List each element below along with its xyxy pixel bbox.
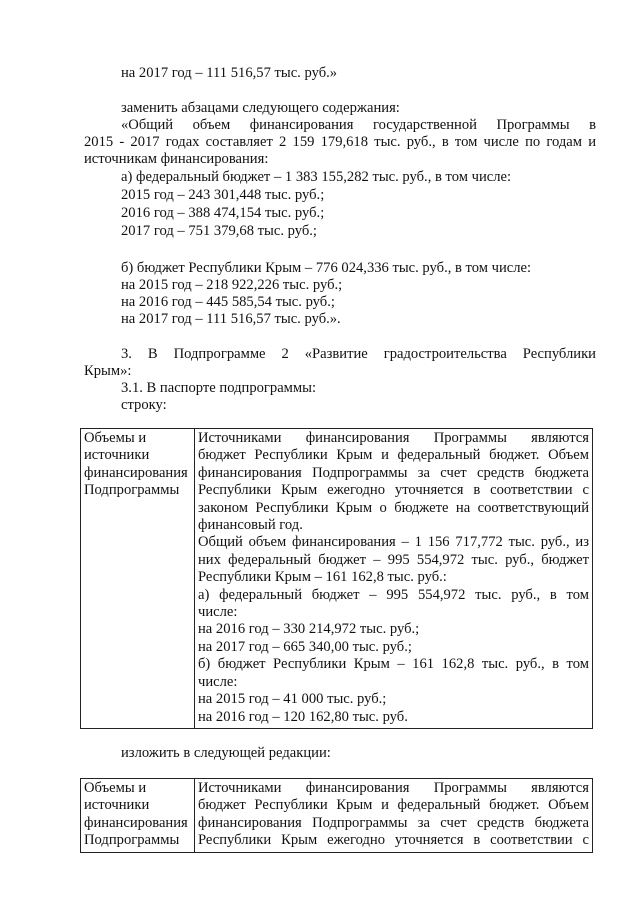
replace-heading: заменить абзацами следующего содержания: [121, 100, 400, 116]
table-cell-content [195, 429, 593, 729]
table-cell-content [195, 779, 593, 853]
cell-line: финансирования [84, 814, 188, 831]
cell-line: финансирования Подпрограммы за счет средств бюджета [198, 814, 589, 831]
section-3-subitem: 3.1. В паспорте подпрограммы: [121, 380, 317, 396]
federal-budget-year: 2015 год – 243 301,448 тыс. руб.; [121, 187, 325, 203]
cell-line: Общий объем финансирования – 1 156 717,772 тыс. руб., из [198, 534, 589, 551]
cell-line: числе: [198, 604, 238, 621]
cell-line: источники [84, 447, 150, 464]
row-word: строку: [121, 397, 167, 413]
paragraph-line: источникам финансирования: [84, 151, 269, 167]
section-3-title-cont: Крым»: [84, 363, 132, 379]
section-3-title: 3. В Подпрограмме 2 «Развитие градостроительства Республики [121, 346, 596, 362]
paragraph-line: 2015 - 2017 годах составляет 2 159 179,618 тыс. руб., в том числе по годам и [84, 134, 596, 150]
cell-line: Подпрограммы [84, 482, 180, 499]
cell-line: числе: [198, 673, 238, 690]
cell-line: Источниками финансирования Программы являются [198, 780, 589, 796]
text-line: на 2017 год – 111 516,57 тыс. руб.» [121, 65, 338, 81]
cell-line: на 2016 год – 330 214,972 тыс. руб.; [198, 621, 420, 638]
cell-line: б) бюджет Республики Крым – 161 162,8 тыс. руб., в том [198, 656, 589, 673]
cell-line: а) федеральный бюджет – 995 554,972 тыс. руб., в том [198, 586, 589, 603]
cell-line: на 2016 год – 120 162,80 тыс. руб. [198, 708, 408, 725]
cell-line: финансирования [84, 464, 188, 481]
crimea-budget-year: на 2015 год – 218 922,226 тыс. руб.; [121, 277, 343, 293]
edition-heading: изложить в следующей редакции: [121, 745, 331, 761]
crimea-budget-title: б) бюджет Республики Крым – 776 024,336 тыс. руб., в том числе: [121, 260, 532, 276]
paragraph-line: «Общий объем финансирования государственной Программы в [121, 117, 596, 133]
cell-line: Источниками финансирования Программы являются [198, 430, 589, 446]
federal-budget-title: а) федеральный бюджет – 1 383 155,282 тыс. руб., в том числе: [121, 169, 512, 185]
cell-line: Объемы и [84, 780, 147, 796]
federal-budget-year: 2016 год – 388 474,154 тыс. руб.; [121, 205, 325, 221]
cell-line: Республики Крым – 161 162,8 тыс. руб.: [198, 569, 447, 586]
cell-line: Республики Крым ежегодно уточняется в соответствии с [198, 832, 589, 849]
cell-line: бюджет Республики Крым и федеральный бюджет. Объем [198, 447, 589, 464]
table-row [81, 779, 593, 853]
financing-table-old [80, 428, 593, 729]
cell-line: финансирования Подпрограммы за счет средств бюджета [198, 464, 589, 481]
table-cell-label [81, 429, 195, 729]
cell-line: источники [84, 797, 150, 814]
cell-line: Республики Крым ежегодно уточняется в соответствии с [198, 482, 589, 499]
cell-line: бюджет Республики Крым и федеральный бюджет. Объем [198, 797, 589, 814]
financing-table-new [80, 778, 593, 853]
cell-line: на 2015 год – 41 000 тыс. руб.; [198, 691, 387, 708]
crimea-budget-year: на 2017 год – 111 516,57 тыс. руб.». [121, 311, 341, 327]
cell-line: законом Республики Крым о бюджете на соответствующий [198, 499, 589, 516]
federal-budget-year: 2017 год – 751 379,68 тыс. руб.; [121, 223, 317, 239]
cell-line: них федеральный бюджет – 995 554,972 тыс. руб., бюджет [198, 551, 589, 568]
table-cell-label [81, 779, 195, 853]
cell-line: на 2017 год – 665 340,00 тыс. руб.; [198, 638, 412, 655]
cell-line: Объемы и [84, 430, 147, 446]
crimea-budget-year: на 2016 год – 445 585,54 тыс. руб.; [121, 294, 335, 310]
cell-line: Подпрограммы [84, 832, 180, 849]
cell-line: финансовый год. [198, 517, 303, 534]
table-row [81, 429, 593, 729]
